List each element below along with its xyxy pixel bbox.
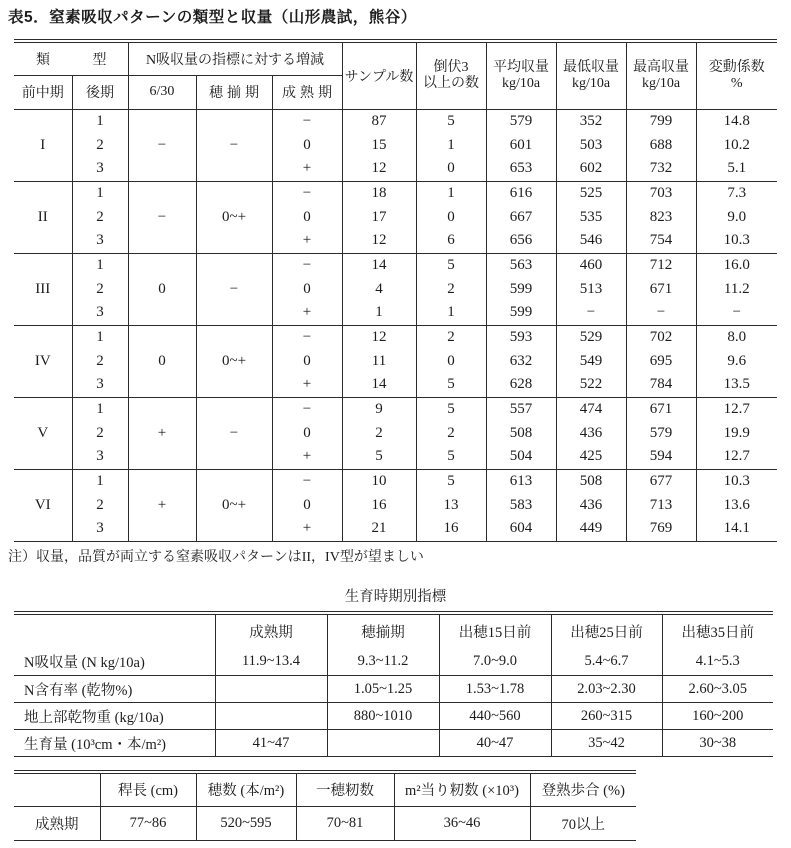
- row-label-cell: N吸収量 (N kg/10a): [14, 649, 215, 676]
- col-ripening-percentage: 登熟歩合 (%): [530, 772, 636, 806]
- mark-maturity-cell: 0: [272, 277, 342, 301]
- lodging-count-cell: 5: [416, 469, 486, 493]
- mark-maturity-cell: −: [272, 181, 342, 205]
- maturity-metrics-table-header: [14, 772, 636, 806]
- mark-maturity-cell: +: [272, 157, 342, 181]
- mark-maturity-cell: −: [272, 397, 342, 421]
- max-yield-cell: 695: [626, 349, 696, 373]
- mark-630-cell: −: [128, 181, 196, 253]
- class-cell: V: [14, 397, 72, 469]
- maturity-metrics-table: [14, 770, 636, 841]
- header-row-1: [14, 41, 777, 75]
- lodging-count-cell: 5: [416, 445, 486, 469]
- max-yield-header-line1: 最高収量: [633, 59, 690, 75]
- min-yield-cell: 425: [556, 445, 626, 469]
- max-yield-cell: 594: [626, 445, 696, 469]
- value-cell: 1.05~1.25: [327, 676, 439, 703]
- avg-yield-cell: 628: [486, 373, 556, 397]
- samples-cell: 16: [342, 493, 416, 517]
- lodging-count-cell: 5: [416, 373, 486, 397]
- table-row: [14, 730, 773, 757]
- mark-maturity-cell: +: [272, 373, 342, 397]
- value-cell: [215, 676, 327, 703]
- max-yield-cell: 579: [626, 421, 696, 445]
- mark-630-cell: −: [128, 109, 196, 181]
- class-type-header: [14, 41, 128, 75]
- table-row: [14, 649, 773, 676]
- samples-cell: 12: [342, 157, 416, 181]
- table-row: [14, 703, 773, 730]
- cv-cell: 13.5: [723, 376, 750, 393]
- nitrogen-pattern-table-body: [14, 109, 777, 541]
- avg-yield-cell: 601: [486, 133, 556, 157]
- maturity-stage-header: 成熟期: [272, 75, 342, 109]
- min-yield-cell: 602: [556, 157, 626, 181]
- mark-maturity-cell: +: [272, 445, 342, 469]
- mark-630-cell: +: [128, 397, 196, 469]
- value-cell: 35~42: [551, 730, 662, 757]
- col-heading-stage: 穂揃期: [327, 613, 439, 649]
- value-cell: [215, 703, 327, 730]
- mark-maturity-cell: −: [272, 109, 342, 133]
- lodging-count-cell: 5: [416, 109, 486, 133]
- value-cell: 260~315: [551, 703, 662, 730]
- value-cell: 1.53~1.78: [439, 676, 551, 703]
- lodging-count-cell: 2: [416, 277, 486, 301]
- table-row: [14, 806, 636, 840]
- nitrogen-pattern-table-header: [14, 41, 777, 109]
- col-panicle-number: 穂数 (本/m²): [196, 772, 296, 806]
- avg-yield-cell: 667: [486, 205, 556, 229]
- growth-stage-table-body: [14, 649, 773, 757]
- mark-630-cell: 0: [128, 253, 196, 325]
- lodging-count-cell: 16: [416, 517, 486, 541]
- max-yield-cell: −: [626, 301, 696, 325]
- mark-maturity-cell: −: [272, 253, 342, 277]
- avg-yield-cell: 599: [486, 301, 556, 325]
- type-cell: 3: [72, 229, 128, 253]
- samples-cell: 4: [342, 277, 416, 301]
- samples-cell: 87: [342, 109, 416, 133]
- lodging-count-cell: 0: [416, 349, 486, 373]
- lodging-count-cell: 2: [416, 421, 486, 445]
- value-cell: 520~595: [196, 806, 296, 840]
- type-cell: 1: [72, 469, 128, 493]
- row-label-cell: 生育量 (10³cm・本/m²): [14, 730, 215, 757]
- max-yield-cell: 677: [626, 469, 696, 493]
- value-cell: 36~46: [394, 806, 530, 840]
- mark-heading-stage-cell: 0~+: [196, 181, 272, 253]
- min-yield-cell: 460: [556, 253, 626, 277]
- samples-cell: 1: [342, 301, 416, 325]
- growth-stage-header-row: [14, 613, 773, 649]
- col-grains-per-m2: m²当り籾数 (×10³): [394, 772, 530, 806]
- late-period-header: 後期: [72, 75, 128, 109]
- avg-yield-header-unit: kg/10a: [501, 75, 541, 91]
- mark-maturity-cell: 0: [272, 133, 342, 157]
- cv-cell: 9.0: [727, 208, 747, 225]
- cv-cell: 19.9: [723, 424, 750, 441]
- footnote: 注）収量，品質が両立する窒素吸収パターンはII，IV型が望ましい: [8, 549, 424, 565]
- min-yield-cell: 352: [556, 109, 626, 133]
- growth-stage-table-title: 生育時期別指標: [344, 588, 447, 605]
- mark-heading-stage-cell: 0~+: [196, 325, 272, 397]
- mark-maturity-cell: −: [272, 469, 342, 493]
- col-grains-per-panicle: 一穂籾数: [296, 772, 394, 806]
- cv-cell: 8.0: [696, 325, 777, 349]
- cv-cell: 10.3: [696, 469, 777, 493]
- cv-cell: 5.1: [727, 160, 747, 177]
- pattern-table-row: [14, 325, 777, 349]
- value-cell: [327, 730, 439, 757]
- samples-cell: 17: [342, 205, 416, 229]
- type-cell: 1: [72, 325, 128, 349]
- max-yield-cell: 671: [626, 397, 696, 421]
- type-cell: 3: [72, 445, 128, 469]
- class-cell: IV: [14, 325, 72, 397]
- lodging-header: [416, 41, 486, 109]
- lodging-count-cell: 6: [416, 229, 486, 253]
- row-label-cell: 地上部乾物重 (kg/10a): [14, 703, 215, 730]
- samples-cell: 21: [342, 517, 416, 541]
- empty-corner-cell: [14, 772, 100, 806]
- value-cell: 880~1010: [327, 703, 439, 730]
- value-cell: 4.1~5.3: [662, 649, 773, 676]
- pattern-table-row: [14, 469, 777, 493]
- mark-630-cell: 0: [128, 325, 196, 397]
- type-cell: 2: [72, 421, 128, 445]
- cv-cell: 11.2: [723, 280, 750, 297]
- max-yield-cell: 703: [626, 181, 696, 205]
- max-yield-cell: 702: [626, 325, 696, 349]
- value-cell: 160~200: [662, 703, 773, 730]
- samples-cell: 18: [342, 181, 416, 205]
- max-yield-header-unit: kg/10a: [641, 75, 681, 91]
- max-yield-header: [626, 41, 696, 109]
- col-culm-length: 稈長 (cm): [100, 772, 196, 806]
- max-yield-cell: 823: [626, 205, 696, 229]
- type-cell: 2: [72, 277, 128, 301]
- type-cell: 2: [72, 349, 128, 373]
- max-yield-cell: 712: [626, 253, 696, 277]
- samples-cell: 15: [342, 133, 416, 157]
- lodging-count-cell: 5: [416, 253, 486, 277]
- col-maturity-stage: 成熟期: [215, 613, 327, 649]
- type-cell: 2: [72, 493, 128, 517]
- mark-heading-stage-cell: 0~+: [196, 469, 272, 541]
- col-35days-before: 出穂35日前: [681, 625, 754, 641]
- cv-cell: 13.6: [723, 496, 750, 513]
- avg-yield-cell: 593: [486, 325, 556, 349]
- page-title: 表5．窒素吸収パターンの類型と収量（山形農試，熊谷）: [8, 9, 417, 26]
- uptake-change-header: N吸収量の指標に対する増減: [128, 41, 342, 75]
- avg-yield-cell: 579: [486, 109, 556, 133]
- lodging-count-cell: 0: [416, 157, 486, 181]
- avg-yield-cell: 616: [486, 181, 556, 205]
- value-cell: 7.0~9.0: [439, 649, 551, 676]
- min-yield-cell: 535: [556, 205, 626, 229]
- min-yield-cell: 529: [556, 325, 626, 349]
- value-cell: 11.9~13.4: [215, 649, 327, 676]
- lodging-header-line2: 以上の数: [423, 75, 480, 91]
- min-yield-cell: 522: [556, 373, 626, 397]
- cv-cell: 16.0: [696, 253, 777, 277]
- cv-cell: 10.3: [723, 232, 750, 249]
- avg-yield-cell: 508: [486, 421, 556, 445]
- value-cell: 41~47: [215, 730, 327, 757]
- early-mid-period-header: 前中期: [14, 75, 72, 109]
- maturity-metrics-table-body: [14, 806, 636, 840]
- mark-heading-stage-cell: −: [196, 109, 272, 181]
- class-cell: III: [14, 253, 72, 325]
- lodging-count-cell: 2: [416, 325, 486, 349]
- value-cell: 440~560: [439, 703, 551, 730]
- mark-maturity-cell: 0: [272, 493, 342, 517]
- pattern-table-row: [14, 109, 777, 133]
- max-yield-cell: 799: [626, 109, 696, 133]
- max-yield-cell: 769: [626, 517, 696, 541]
- avg-yield-cell: 504: [486, 445, 556, 469]
- type-cell: 1: [72, 397, 128, 421]
- cv-cell: 14.8: [696, 109, 777, 133]
- samples-cell: 9: [342, 397, 416, 421]
- max-yield-cell: 732: [626, 157, 696, 181]
- min-yield-cell: 474: [556, 397, 626, 421]
- avg-yield-header: [486, 41, 556, 109]
- max-yield-cell: 754: [626, 229, 696, 253]
- cv-header-unit: %: [730, 75, 743, 91]
- class-cell: II: [14, 181, 72, 253]
- pattern-table-row: [14, 397, 777, 421]
- min-yield-header-unit: kg/10a: [571, 75, 611, 91]
- lodging-count-cell: 0: [416, 205, 486, 229]
- min-yield-cell: 436: [556, 421, 626, 445]
- pattern-table-row: [14, 181, 777, 205]
- mark-630-cell: +: [128, 469, 196, 541]
- avg-yield-cell: 557: [486, 397, 556, 421]
- mark-maturity-cell: −: [272, 325, 342, 349]
- type-cell: 3: [72, 157, 128, 181]
- min-yield-cell: −: [556, 301, 626, 325]
- row-label-cell: N含有率 (乾物%): [14, 676, 215, 703]
- maturity-metrics-header-row: [14, 772, 636, 806]
- value-cell: 40~47: [439, 730, 551, 757]
- lodging-header-line1: 倒伏3: [433, 59, 469, 75]
- max-yield-cell: 688: [626, 133, 696, 157]
- min-yield-cell: 449: [556, 517, 626, 541]
- avg-yield-cell: 632: [486, 349, 556, 373]
- min-yield-cell: 549: [556, 349, 626, 373]
- lodging-count-cell: 13: [416, 493, 486, 517]
- samples-cell: 10: [342, 469, 416, 493]
- lodging-count-cell: 5: [416, 397, 486, 421]
- pattern-table-row: [14, 253, 777, 277]
- avg-yield-cell: 653: [486, 157, 556, 181]
- avg-yield-header-line1: 平均収量: [493, 59, 550, 75]
- max-yield-cell: 671: [626, 277, 696, 301]
- date-630-header: 6/30: [128, 75, 196, 109]
- type-cell: 3: [72, 301, 128, 325]
- mark-maturity-cell: 0: [272, 421, 342, 445]
- value-cell: 5.4~6.7: [551, 649, 662, 676]
- min-yield-cell: 503: [556, 133, 626, 157]
- type-cell: 1: [72, 253, 128, 277]
- value-cell: 9.3~11.2: [327, 649, 439, 676]
- type-cell: 3: [72, 373, 128, 397]
- type-cell: 2: [72, 205, 128, 229]
- lodging-count-cell: 1: [416, 301, 486, 325]
- cv-header: [696, 41, 777, 109]
- min-yield-cell: 525: [556, 181, 626, 205]
- heading-stage-header: 穂揃期: [196, 75, 272, 109]
- lodging-count-cell: 1: [416, 133, 486, 157]
- min-yield-cell: 513: [556, 277, 626, 301]
- value-cell: 70以上: [561, 816, 605, 833]
- cv-cell: 12.7: [696, 397, 777, 421]
- value-cell: 2.60~3.05: [662, 676, 773, 703]
- cv-cell: 10.2: [723, 136, 750, 153]
- max-yield-cell: 784: [626, 373, 696, 397]
- mark-maturity-cell: +: [272, 301, 342, 325]
- mark-maturity-cell: +: [272, 229, 342, 253]
- min-yield-cell: 546: [556, 229, 626, 253]
- min-yield-header-line1: 最低収量: [563, 59, 620, 75]
- type-cell: 2: [72, 133, 128, 157]
- samples-cell: 12: [342, 325, 416, 349]
- max-yield-cell: 713: [626, 493, 696, 517]
- cv-cell: 14.1: [723, 520, 750, 537]
- table-row: [14, 676, 773, 703]
- samples-cell: 12: [342, 229, 416, 253]
- type-cell: 1: [72, 109, 128, 133]
- growth-stage-table-header: [14, 613, 773, 649]
- value-cell: 77~86: [100, 806, 196, 840]
- row-label-cell: 成熟期: [14, 806, 100, 840]
- avg-yield-cell: 599: [486, 277, 556, 301]
- lodging-count-cell: 1: [416, 181, 486, 205]
- nitrogen-pattern-table: [14, 39, 777, 542]
- mark-heading-stage-cell: −: [196, 253, 272, 325]
- cv-cell: 7.3: [696, 181, 777, 205]
- empty-corner-cell: [14, 613, 215, 649]
- avg-yield-cell: 656: [486, 229, 556, 253]
- class-cell: I: [14, 109, 72, 181]
- samples-cell: 14: [342, 373, 416, 397]
- avg-yield-cell: 563: [486, 253, 556, 277]
- col-15days-before: 出穂15日前: [439, 613, 551, 649]
- value-cell: 30~38: [699, 734, 737, 751]
- type-cell: 1: [72, 181, 128, 205]
- samples-cell: 14: [342, 253, 416, 277]
- cv-cell: 9.6: [727, 352, 747, 369]
- type-header-label: 型: [92, 52, 107, 68]
- avg-yield-cell: 613: [486, 469, 556, 493]
- samples-cell: 5: [342, 445, 416, 469]
- value-cell: 70~81: [296, 806, 394, 840]
- type-cell: 3: [72, 517, 128, 541]
- min-yield-cell: 436: [556, 493, 626, 517]
- samples-cell: 2: [342, 421, 416, 445]
- min-yield-header: [556, 41, 626, 109]
- avg-yield-cell: 583: [486, 493, 556, 517]
- min-yield-cell: 508: [556, 469, 626, 493]
- class-cell: VI: [14, 469, 72, 541]
- class-header-label: 類: [36, 52, 50, 68]
- samples-cell: 11: [342, 349, 416, 373]
- samples-header: サンプル数: [342, 41, 416, 109]
- avg-yield-cell: 604: [486, 517, 556, 541]
- cv-cell: 12.7: [723, 448, 750, 465]
- col-25days-before: 出穂25日前: [551, 613, 662, 649]
- mark-maturity-cell: 0: [272, 205, 342, 229]
- value-cell: 2.03~2.30: [551, 676, 662, 703]
- mark-maturity-cell: +: [272, 517, 342, 541]
- mark-heading-stage-cell: −: [196, 397, 272, 469]
- cv-cell: −: [732, 304, 741, 321]
- growth-stage-table: [14, 611, 773, 758]
- cv-header-line1: 変動係数: [708, 59, 765, 75]
- mark-maturity-cell: 0: [272, 349, 342, 373]
